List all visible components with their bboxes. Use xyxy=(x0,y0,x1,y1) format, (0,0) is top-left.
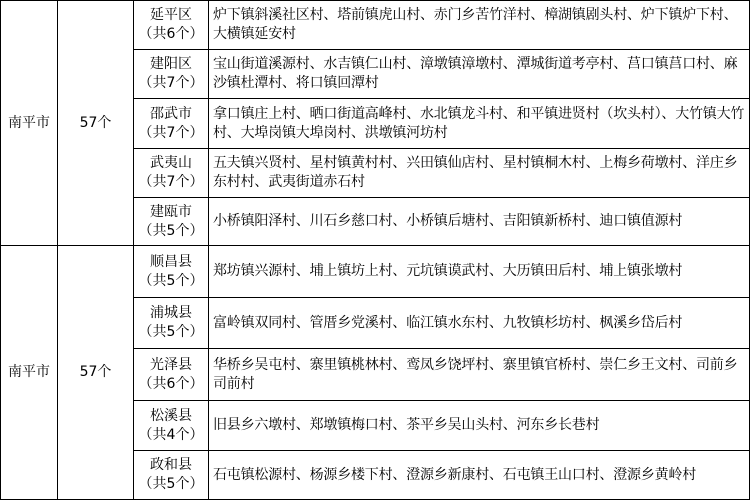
county-name: 建阳区 xyxy=(150,56,192,72)
table-row xyxy=(1,1,750,50)
county-count: （共4个） xyxy=(138,426,204,443)
villages-cell: 旧县乡六墩村、郑墩镇梅口村、茶平乡吴山头村、河东乡长巷村 xyxy=(209,401,750,451)
county-count: （共7个） xyxy=(138,174,204,190)
villages-cell: 富岭镇双同村、管厝乡党溪村、临江镇水东村、九牧镇杉坊村、枫溪乡岱后村 xyxy=(209,298,750,349)
county-cell xyxy=(134,149,209,198)
county-name: 光泽县 xyxy=(150,356,192,373)
county-count: （共5个） xyxy=(138,476,204,492)
county-count: （共6个） xyxy=(138,26,204,42)
county-cell xyxy=(134,349,209,401)
count-cell: 57个 xyxy=(58,246,134,500)
city-cell: 南平市 xyxy=(1,246,58,500)
county-cell xyxy=(134,246,209,298)
villages-cell: 小桥镇阳泽村、川石乡慈口村、小桥镇后塘村、吉阳镇新桥村、迪口镇值源村 xyxy=(209,198,750,246)
villages-cell: 炉下镇斜溪社区村、塔前镇虎山村、赤门乡苦竹洋村、樟湖镇剧头村、炉下镇炉下村、大横镇延安村 xyxy=(209,1,750,50)
villages-cell: 郑坊镇兴源村、埔上镇坊上村、元坑镇谟武村、大历镇田后村、埔上镇张墩村 xyxy=(209,246,750,298)
county-cell xyxy=(134,99,209,149)
county-name: 松溪县 xyxy=(150,407,192,424)
villages-cell: 华桥乡吴屯村、寨里镇桃林村、鸾凤乡饶坪村、寨里镇官桥村、崇仁乡王文村、司前乡司前村 xyxy=(209,349,750,401)
county-name: 延平区 xyxy=(150,7,192,23)
county-cell xyxy=(134,1,209,50)
count-cell: 57个 xyxy=(58,1,134,246)
table-row xyxy=(1,246,750,298)
county-count: （共5个） xyxy=(138,272,204,289)
county-cell xyxy=(134,451,209,500)
county-name: 浦城县 xyxy=(150,305,192,321)
county-cell xyxy=(134,198,209,246)
county-cell xyxy=(134,50,209,99)
county-name: 顺昌县 xyxy=(150,253,192,270)
villages-cell: 宝山街道溪源村、水吉镇仁山村、漳墩镇漳墩村、潭城街道考亭村、莒口镇莒口村、麻沙镇杜潭村、将口镇回潭村 xyxy=(209,50,750,99)
county-count: （共5个） xyxy=(138,324,204,340)
villages-cell: 五夫镇兴贤村、星村镇黄村村、兴田镇仙店村、星村镇桐木村、上梅乡荷墩村、洋庄乡东村村、武夷街道赤石村 xyxy=(209,149,750,198)
county-count: （共7个） xyxy=(138,124,204,141)
county-count: （共5个） xyxy=(138,222,204,239)
county-count: （共6个） xyxy=(138,375,204,392)
villages-cell: 拿口镇庄上村、晒口街道高峰村、水北镇龙斗村、和平镇进贤村（坎头村）、大竹镇大竹村、大埠岗镇大埠岗村、洪墩镇河坊村 xyxy=(209,99,750,149)
county-name: 建瓯市 xyxy=(150,203,192,220)
county-name: 邵武市 xyxy=(150,105,192,122)
villages-cell: 石屯镇松源村、杨源乡楼下村、澄源乡新康村、石屯镇王山口村、澄源乡黄岭村 xyxy=(209,451,750,500)
county-cell xyxy=(134,401,209,451)
county-count: （共7个） xyxy=(138,75,204,91)
county-name: 武夷山 xyxy=(150,155,192,171)
city-cell: 南平市 xyxy=(1,1,58,246)
county-cell xyxy=(134,298,209,349)
county-name: 政和县 xyxy=(150,457,192,473)
